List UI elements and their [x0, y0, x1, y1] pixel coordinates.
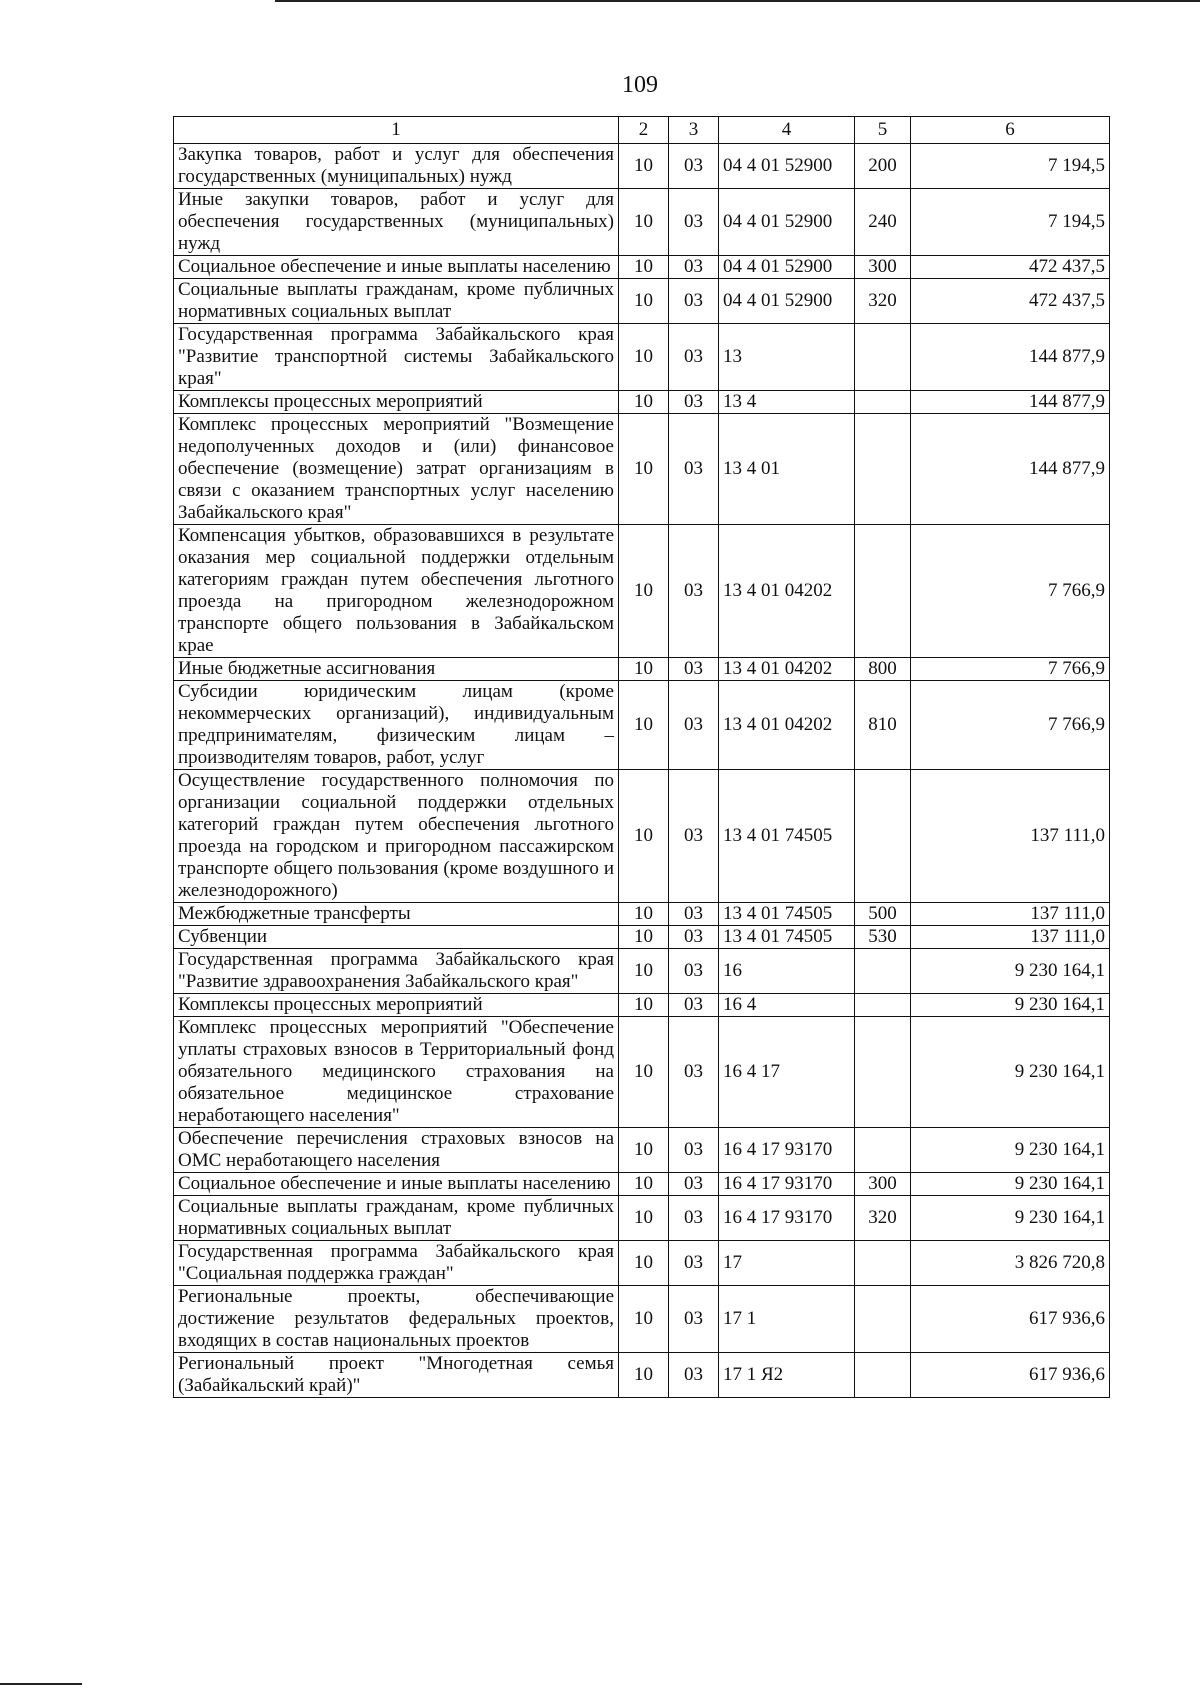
- row-name-cell: Осуществление государственного полномочия по организации социальной поддержки отдельных категорий граждан путем обеспечения льготного проезда на городском и пригородном пассажирском транспорте общего пользования (кроме воздушного и железнодорожного): [174, 770, 619, 903]
- amount-cell: 9 230 164,1: [911, 1128, 1110, 1173]
- section-code-cell: 10: [619, 1241, 669, 1286]
- row-name-cell: Государственная программа Забайкальского края "Развитие транспортной системы Забайкальского края": [174, 324, 619, 391]
- section-code-cell: 10: [619, 949, 669, 994]
- subsection-code-cell: 03: [669, 1241, 719, 1286]
- subsection-code-cell: 03: [669, 1286, 719, 1353]
- target-article-cell: 17: [719, 1241, 855, 1286]
- target-article-cell: 13 4: [719, 391, 855, 414]
- row-name-cell: Комплекс процессных мероприятий "Обеспечение уплаты страховых взносов в Территориальный фонд обязательного медицинского страхования на обязательное медицинское страхование неработающего населения": [174, 1017, 619, 1128]
- expense-type-cell: 320: [855, 279, 911, 324]
- amount-cell: 7 766,9: [911, 525, 1110, 658]
- subsection-code-cell: 03: [669, 1128, 719, 1173]
- target-article-cell: 13 4 01 74505: [719, 926, 855, 949]
- expense-type-cell: [855, 324, 911, 391]
- row-name-cell: Компенсация убытков, образовавшихся в результате оказания мер социальной поддержки отдельным категориям граждан путем обеспечения льготного проезда на пригородном железнодорожном транспорте общего пользования в Забайкальском крае: [174, 525, 619, 658]
- target-article-cell: 16: [719, 949, 855, 994]
- table-row: [174, 391, 1110, 414]
- subsection-code-cell: 03: [669, 1353, 719, 1398]
- section-code-cell: 10: [619, 256, 669, 279]
- table-row: [174, 279, 1110, 324]
- section-code-cell: 10: [619, 1286, 669, 1353]
- table-row: [174, 681, 1110, 770]
- section-code-cell: 10: [619, 189, 669, 256]
- row-name-cell: Субсидии юридическим лицам (кроме некоммерческих организаций), индивидуальным предпринимателям, физическим лицам – производителям товаров, работ, услуг: [174, 681, 619, 770]
- table-row: [174, 770, 1110, 903]
- row-name-cell: Региональный проект "Многодетная семья (Забайкальский край)": [174, 1353, 619, 1398]
- target-article-cell: 17 1: [719, 1286, 855, 1353]
- amount-cell: 617 936,6: [911, 1353, 1110, 1398]
- target-article-cell: 16 4 17 93170: [719, 1128, 855, 1173]
- subsection-code-cell: 03: [669, 189, 719, 256]
- expense-type-cell: [855, 1241, 911, 1286]
- row-name-cell: Социальные выплаты гражданам, кроме публичных нормативных социальных выплат: [174, 1196, 619, 1241]
- row-name-cell: Субвенции: [174, 926, 619, 949]
- expense-type-cell: 300: [855, 1173, 911, 1196]
- section-code-cell: 10: [619, 681, 669, 770]
- table-row: [174, 525, 1110, 658]
- table-row: [174, 1017, 1110, 1128]
- amount-cell: 137 111,0: [911, 770, 1110, 903]
- section-code-cell: 10: [619, 144, 669, 189]
- row-name-cell: Комплексы процессных мероприятий: [174, 994, 619, 1017]
- scan-edge-left: [0, 1683, 82, 1685]
- table-row: [174, 1241, 1110, 1286]
- amount-cell: 9 230 164,1: [911, 1173, 1110, 1196]
- table-row: [174, 144, 1110, 189]
- amount-cell: 137 111,0: [911, 903, 1110, 926]
- section-code-cell: 10: [619, 279, 669, 324]
- table-row: [174, 324, 1110, 391]
- subsection-code-cell: 03: [669, 770, 719, 903]
- section-code-cell: 10: [619, 658, 669, 681]
- section-code-cell: 10: [619, 1128, 669, 1173]
- expense-type-cell: [855, 770, 911, 903]
- subsection-code-cell: 03: [669, 391, 719, 414]
- subsection-code-cell: 03: [669, 949, 719, 994]
- section-code-cell: 10: [619, 770, 669, 903]
- amount-cell: 137 111,0: [911, 926, 1110, 949]
- expense-type-cell: 300: [855, 256, 911, 279]
- section-code-cell: 10: [619, 391, 669, 414]
- table-row: [174, 658, 1110, 681]
- expense-type-cell: [855, 1286, 911, 1353]
- row-name-cell: Государственная программа Забайкальского края "Развитие здравоохранения Забайкальского края": [174, 949, 619, 994]
- amount-cell: 9 230 164,1: [911, 949, 1110, 994]
- expense-type-cell: [855, 525, 911, 658]
- section-code-cell: 10: [619, 903, 669, 926]
- row-name-cell: Комплексы процессных мероприятий: [174, 391, 619, 414]
- row-name-cell: Закупка товаров, работ и услуг для обеспечения государственных (муниципальных) нужд: [174, 144, 619, 189]
- section-code-cell: 10: [619, 414, 669, 525]
- subsection-code-cell: 03: [669, 525, 719, 658]
- row-name-cell: Межбюджетные трансферты: [174, 903, 619, 926]
- target-article-cell: 16 4 17 93170: [719, 1173, 855, 1196]
- section-code-cell: 10: [619, 324, 669, 391]
- amount-cell: 9 230 164,1: [911, 1017, 1110, 1128]
- row-name-cell: Государственная программа Забайкальского края "Социальная поддержка граждан": [174, 1241, 619, 1286]
- expense-type-cell: 800: [855, 658, 911, 681]
- row-name-cell: Иные закупки товаров, работ и услуг для обеспечения государственных (муниципальных) нужд: [174, 189, 619, 256]
- target-article-cell: 16 4 17: [719, 1017, 855, 1128]
- subsection-code-cell: 03: [669, 903, 719, 926]
- budget-table: [173, 116, 1110, 1398]
- amount-cell: 617 936,6: [911, 1286, 1110, 1353]
- expense-type-cell: [855, 994, 911, 1017]
- page-number: 109: [622, 72, 658, 98]
- target-article-cell: 13 4 01 04202: [719, 658, 855, 681]
- target-article-cell: 16 4 17 93170: [719, 1196, 855, 1241]
- target-article-cell: 13 4 01 04202: [719, 525, 855, 658]
- table-row: [174, 1196, 1110, 1241]
- row-name-cell: Обеспечение перечисления страховых взносов на ОМС неработающего населения: [174, 1128, 619, 1173]
- table-header-row: [174, 117, 1110, 144]
- target-article-cell: 04 4 01 52900: [719, 189, 855, 256]
- target-article-cell: 04 4 01 52900: [719, 279, 855, 324]
- row-name-cell: Социальное обеспечение и иные выплаты населению: [174, 256, 619, 279]
- amount-cell: 7 766,9: [911, 681, 1110, 770]
- amount-cell: 7 194,5: [911, 189, 1110, 256]
- table-row: [174, 926, 1110, 949]
- expense-type-cell: [855, 949, 911, 994]
- column-header: 6: [911, 117, 1110, 144]
- amount-cell: 144 877,9: [911, 324, 1110, 391]
- section-code-cell: 10: [619, 1017, 669, 1128]
- target-article-cell: 13 4 01 74505: [719, 903, 855, 926]
- column-header: 3: [669, 117, 719, 144]
- target-article-cell: 13: [719, 324, 855, 391]
- subsection-code-cell: 03: [669, 1017, 719, 1128]
- section-code-cell: 10: [619, 525, 669, 658]
- table-row: [174, 1286, 1110, 1353]
- amount-cell: 3 826 720,8: [911, 1241, 1110, 1286]
- amount-cell: 144 877,9: [911, 414, 1110, 525]
- table-row: [174, 256, 1110, 279]
- section-code-cell: 10: [619, 1353, 669, 1398]
- table-row: [174, 189, 1110, 256]
- row-name-cell: Комплекс процессных мероприятий "Возмещение недополученных доходов и (или) финансовое обеспечение (возмещение) затрат организациям в связи с оказанием транспортных услуг населению Забайкальского края": [174, 414, 619, 525]
- table-row: [174, 903, 1110, 926]
- table-row: [174, 949, 1110, 994]
- expense-type-cell: [855, 391, 911, 414]
- expense-type-cell: 810: [855, 681, 911, 770]
- amount-cell: 7 766,9: [911, 658, 1110, 681]
- row-name-cell: Региональные проекты, обеспечивающие достижение результатов федеральных проектов, входящих в состав национальных проектов: [174, 1286, 619, 1353]
- table-row: [174, 414, 1110, 525]
- subsection-code-cell: 03: [669, 279, 719, 324]
- column-header: 5: [855, 117, 911, 144]
- target-article-cell: 13 4 01 04202: [719, 681, 855, 770]
- subsection-code-cell: 03: [669, 994, 719, 1017]
- subsection-code-cell: 03: [669, 926, 719, 949]
- expense-type-cell: [855, 1353, 911, 1398]
- section-code-cell: 10: [619, 994, 669, 1017]
- row-name-cell: Социальное обеспечение и иные выплаты населению: [174, 1173, 619, 1196]
- expense-type-cell: [855, 1128, 911, 1173]
- table-row: [174, 1353, 1110, 1398]
- row-name-cell: Социальные выплаты гражданам, кроме публичных нормативных социальных выплат: [174, 279, 619, 324]
- subsection-code-cell: 03: [669, 658, 719, 681]
- target-article-cell: 04 4 01 52900: [719, 144, 855, 189]
- subsection-code-cell: 03: [669, 1173, 719, 1196]
- expense-type-cell: 320: [855, 1196, 911, 1241]
- row-name-cell: Иные бюджетные ассигнования: [174, 658, 619, 681]
- target-article-cell: 17 1 Я2: [719, 1353, 855, 1398]
- column-header: 2: [619, 117, 669, 144]
- amount-cell: 7 194,5: [911, 144, 1110, 189]
- scan-edge-top: [275, 0, 1200, 2]
- amount-cell: 472 437,5: [911, 279, 1110, 324]
- subsection-code-cell: 03: [669, 256, 719, 279]
- subsection-code-cell: 03: [669, 1196, 719, 1241]
- column-header: 1: [174, 117, 619, 144]
- expense-type-cell: 500: [855, 903, 911, 926]
- expense-type-cell: [855, 1017, 911, 1128]
- column-header: 4: [719, 117, 855, 144]
- expense-type-cell: 240: [855, 189, 911, 256]
- section-code-cell: 10: [619, 926, 669, 949]
- target-article-cell: 04 4 01 52900: [719, 256, 855, 279]
- target-article-cell: 13 4 01: [719, 414, 855, 525]
- subsection-code-cell: 03: [669, 414, 719, 525]
- expense-type-cell: 200: [855, 144, 911, 189]
- amount-cell: 9 230 164,1: [911, 994, 1110, 1017]
- subsection-code-cell: 03: [669, 681, 719, 770]
- table-row: [174, 994, 1110, 1017]
- subsection-code-cell: 03: [669, 144, 719, 189]
- table-row: [174, 1128, 1110, 1173]
- expense-type-cell: 530: [855, 926, 911, 949]
- expense-type-cell: [855, 414, 911, 525]
- amount-cell: 144 877,9: [911, 391, 1110, 414]
- table-row: [174, 1173, 1110, 1196]
- target-article-cell: 13 4 01 74505: [719, 770, 855, 903]
- amount-cell: 9 230 164,1: [911, 1196, 1110, 1241]
- subsection-code-cell: 03: [669, 324, 719, 391]
- section-code-cell: 10: [619, 1173, 669, 1196]
- section-code-cell: 10: [619, 1196, 669, 1241]
- target-article-cell: 16 4: [719, 994, 855, 1017]
- amount-cell: 472 437,5: [911, 256, 1110, 279]
